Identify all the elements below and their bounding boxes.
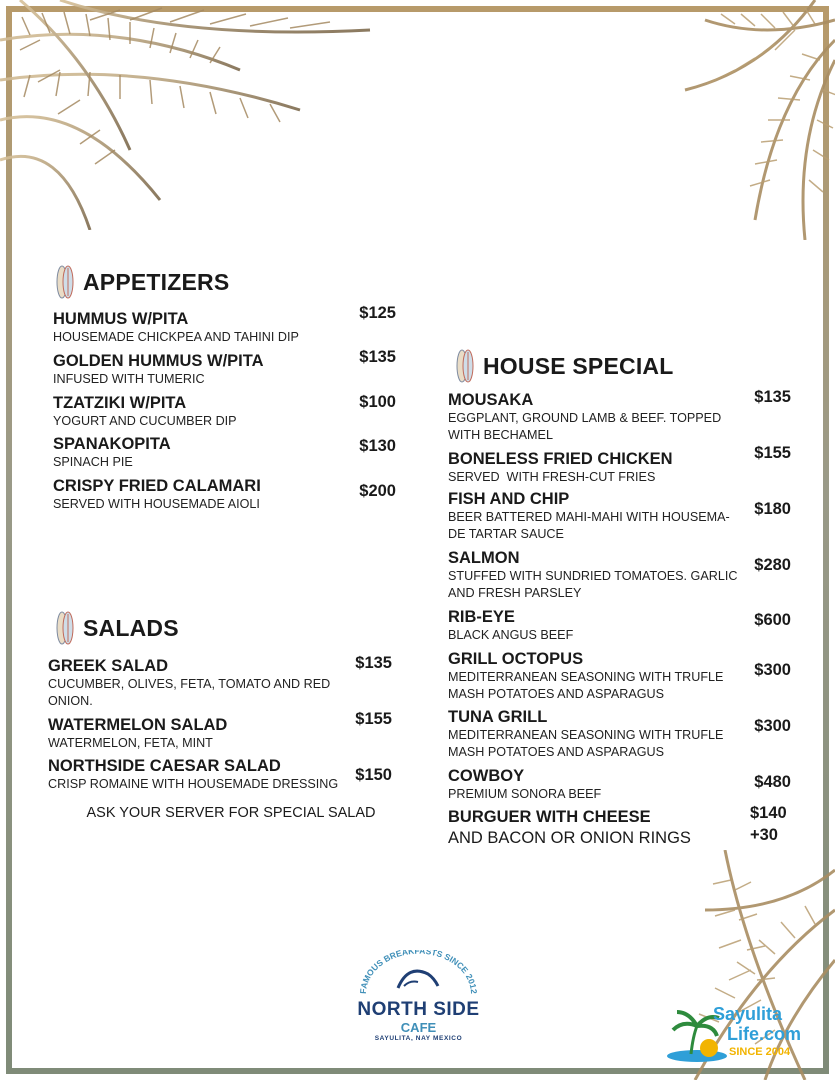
logo-tagline: FAMOUS BREAKFASTS SINCE 2012 <box>357 950 480 994</box>
item-description: SPINACH PIE <box>53 455 133 469</box>
item-description: AND BACON OR ONION RINGS <box>448 829 691 847</box>
palm-leaves-top-right <box>645 0 835 240</box>
item-price: $125 <box>359 304 396 322</box>
item-price: $155 <box>754 444 791 462</box>
house-special-heading <box>455 348 673 384</box>
item-name: HUMMUS W/PITA <box>53 310 189 328</box>
item-description: BLACK ANGUS BEEF <box>448 628 574 642</box>
watermark-text-3: SINCE 2004 <box>729 1046 791 1058</box>
item-name: BURGUER WITH CHEESE <box>448 808 651 826</box>
item-price: $140 <box>750 804 787 822</box>
item-name: WATERMELON SALAD <box>48 716 228 734</box>
item-price: $135 <box>355 654 392 672</box>
surfboards-icon <box>455 348 475 384</box>
item-price: $155 <box>355 710 392 728</box>
menu-item <box>448 650 738 703</box>
menu-item <box>448 490 738 543</box>
section-title: SALADS <box>83 614 179 641</box>
item-description: MEDITERRANEAN SEASONING WITH TRUFLE MASH POTATOES AND ASPARAGUS <box>448 670 724 701</box>
item-name: SALMON <box>448 549 520 567</box>
menu-item <box>448 767 738 803</box>
section-title: APPETIZERS <box>83 268 230 295</box>
salads-heading <box>55 610 179 646</box>
menu-item <box>448 608 738 644</box>
item-description: HOUSEMADE CHICKPEA AND TAHINI DIP <box>53 330 299 344</box>
item-name: BONELESS FRIED CHICKEN <box>448 450 673 468</box>
item-name: COWBOY <box>448 767 525 785</box>
menu-item <box>448 808 738 849</box>
menu-item <box>448 549 738 602</box>
item-price: $280 <box>754 556 791 574</box>
appetizers-heading <box>55 264 229 300</box>
item-name: TUNA GRILL <box>448 708 548 726</box>
item-name: SPANAKOPITA <box>53 435 171 453</box>
watermark-text-2: Life.com <box>727 1024 802 1044</box>
logo-cafe: CAFE <box>400 1020 437 1035</box>
item-description: BEER BATTERED MAHI-MAHI WITH HOUSEMA-DE TARTAR SAUCE <box>448 510 730 541</box>
item-name: NORTHSIDE CAESAR SALAD <box>48 757 281 775</box>
item-name: CRISPY FRIED CALAMARI <box>53 477 261 495</box>
item-description: YOGURT AND CUCUMBER DIP <box>53 414 237 428</box>
item-name: FISH AND CHIP <box>448 490 570 508</box>
item-price: $130 <box>359 437 396 455</box>
item-description: WATERMELON, FETA, MINT <box>48 736 213 750</box>
item-price: $135 <box>754 388 791 406</box>
surfboards-icon <box>55 264 75 300</box>
menu-item <box>448 708 738 761</box>
item-name: TZATZIKI W/PITA <box>53 394 187 412</box>
menu-item <box>48 657 340 710</box>
item-description: STUFFED WITH SUNDRIED TOMATOES. GARLIC AND FRESH PARSLEY <box>448 569 738 600</box>
palm-leaves-top-left <box>0 0 380 230</box>
item-name: GOLDEN HUMMUS W/PITA <box>53 352 264 370</box>
logo-arc-text <box>356 950 481 994</box>
item-description: MEDITERRANEAN SEASONING WITH TRUFLE MASH POTATOES AND ASPARAGUS <box>448 728 724 759</box>
item-name: MOUSAKA <box>448 391 534 409</box>
item-price: $100 <box>359 393 396 411</box>
item-name: GREEK SALAD <box>48 657 169 675</box>
item-price: $480 <box>754 773 791 791</box>
item-price: $150 <box>355 766 392 784</box>
item-description: SERVED WITH FRESH-CUT FRIES <box>448 470 656 484</box>
item-description: INFUSED WITH TUMERIC <box>53 372 205 386</box>
item-price: $300 <box>754 661 791 679</box>
sayulita-life-watermark <box>667 1004 827 1064</box>
special-salad-note: ASK YOUR SERVER FOR SPECIAL SALAD <box>86 805 376 821</box>
item-description: EGGPLANT, GROUND LAMB & BEEF. TOPPED WITH BECHAMEL <box>448 411 722 442</box>
logo-location: SAYULITA, NAY MEXICO <box>374 1035 463 1042</box>
item-price: $600 <box>754 611 791 629</box>
item-description: PREMIUM SONORA BEEF <box>448 787 602 801</box>
surfboards-icon <box>55 610 75 646</box>
logo-name: NORTH SIDE <box>357 999 480 1020</box>
item-price: $200 <box>359 482 396 500</box>
menu-item <box>448 450 738 486</box>
item-description: CUCUMBER, OLIVES, FETA, TOMATO AND RED ONION. <box>48 677 331 708</box>
item-name: GRILL OCTOPUS <box>448 650 584 668</box>
watermark-text-1: Sayulita <box>713 1004 783 1024</box>
item-description: CRISP ROMAINE WITH HOUSEMADE DRESSING <box>48 777 339 791</box>
item-addon-price: +30 <box>750 826 778 844</box>
item-price: $300 <box>754 717 791 735</box>
north-side-cafe-logo <box>356 950 481 1058</box>
item-name: RIB-EYE <box>448 608 515 626</box>
item-price: $180 <box>754 500 791 518</box>
item-description: SERVED WITH HOUSEMADE AIOLI <box>53 497 260 511</box>
menu-item <box>448 391 738 444</box>
item-price: $135 <box>359 348 396 366</box>
section-title: HOUSE SPECIAL <box>483 352 674 379</box>
